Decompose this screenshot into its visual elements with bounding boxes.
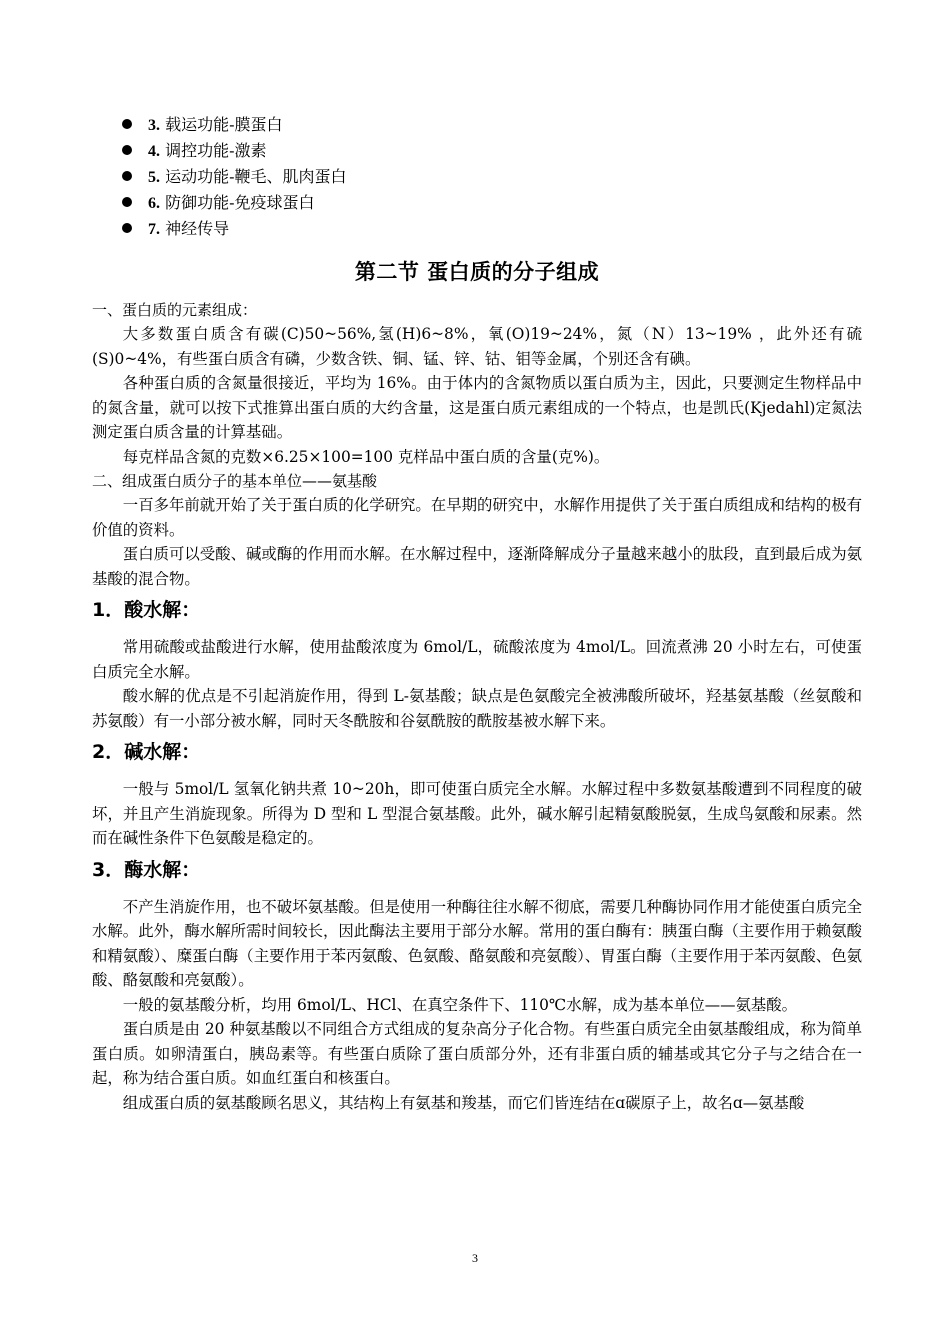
- heading-element-composition: 一、蛋白质的元素组成：: [92, 301, 258, 319]
- paragraph: 酸水解的优点是不引起消旋作用，得到 L-氨基酸；缺点是色氨酸完全被沸酸所破坏，羟基氨基酸（丝氨酸和苏氨酸）有一小部分被水解，同时天冬酰胺和谷氨酰胺的酰胺基被水解下来。: [92, 687, 862, 730]
- item-text: 载运功能-膜蛋白: [165, 115, 283, 134]
- list-item: [122, 164, 862, 190]
- paragraph: 组成蛋白质的氨基酸顾名思义，其结构上有氨基和羧基，而它们皆连结在ɑ碳原子上，故名ɑ—氨基酸: [122, 1093, 805, 1112]
- page-number: 3: [472, 1251, 478, 1265]
- item-text: 调控功能-激素: [165, 141, 267, 160]
- paragraph: 一百多年前就开始了关于蛋白质的化学研究。在早期的研究中，水解作用提供了关于蛋白质组成和结构的极有价值的资料。: [92, 496, 862, 539]
- paragraph: 一般与 5mol/L 氢氧化钠共煮 10~20h，即可使蛋白质完全水解。水解过程中多数氨基酸遭到不同程度的破坏，并且产生消旋现象。所得为 D 型和 L 型混合氨基酸。此外，碱水解引起精氨酸脱氨，生成鸟氨酸和尿素。然而在碱性条件下色氨酸是稳定的。: [92, 780, 862, 847]
- page-content: [92, 112, 862, 1115]
- item-text: 防御功能-免疫球蛋白: [165, 193, 315, 212]
- list-item: [122, 190, 862, 216]
- item-number: 3.: [148, 117, 160, 134]
- heading-enzyme-hydrolysis: 3．酶水解：: [92, 858, 201, 881]
- paragraph: 不产生消旋作用，也不破坏氨基酸。但是使用一种酶往往水解不彻底，需要几种酶协同作用才能使蛋白质完全水解。此外，酶水解所需时间较长，因此酶法主要用于部分水解。常用的蛋白酶有：胰蛋白酶（主要作用于赖氨酸和精氨酸）、糜蛋白酶（主要作用于苯丙氨酸、色氨酸、酪氨酸和亮氨酸）、胃蛋白酶（主要作用于苯丙氨酸、色氨酸、酪氨酸和亮氨酸）。: [92, 897, 862, 989]
- paragraph: 蛋白质是由 20 种氨基酸以不同组合方式组成的复杂高分子化合物。有些蛋白质完全由氨基酸组成，称为简单蛋白质。如卵清蛋白，胰岛素等。有些蛋白质除了蛋白质部分外，还有非蛋白质的辅基或其它分子与之结合在一起，称为结合蛋白质。如血红蛋白和核蛋白。: [92, 1020, 862, 1087]
- list-item: [122, 112, 862, 138]
- bullet-dot-icon: [122, 223, 132, 233]
- item-text: 运动功能-鞭毛、肌肉蛋白: [165, 167, 347, 186]
- formula-paragraph: 每克样品含氮的克数×6.25×100=100 克样品中蛋白质的含量(克%)。: [122, 447, 610, 466]
- list-item: [122, 138, 862, 164]
- paragraph: 各种蛋白质的含氮量很接近，平均为 16%。由于体内的含氮物质以蛋白质为主，因此，只要测定生物样品中的氮含量，就可以按下式推算出蛋白质的大约含量，这是蛋白质元素组成的一个特点，也是凯氏(Kjedahl)定氮法测定蛋白质含量的计算基础。: [92, 374, 862, 441]
- list-item: [122, 216, 862, 242]
- paragraph: 一般的氨基酸分析，均用 6mol/L、HCl、在真空条件下、110℃水解，成为基本单位——氨基酸。: [122, 995, 798, 1014]
- bullet-dot-icon: [122, 119, 132, 129]
- paragraph: 大多数蛋白质含有碳(C)50~56%,氢(H)6~8%，氧(O)19~24%，氮（N）13~19% ，此外还有硫(S)0~4%，有些蛋白质含有磷，少数含铁、铜、锰、锌、钴、钼等金属，个别还含有碘。: [92, 325, 862, 368]
- item-number: 5.: [148, 169, 160, 186]
- item-number: 7.: [148, 221, 160, 238]
- bullet-dot-icon: [122, 171, 132, 181]
- heading-base-hydrolysis: 2．碱水解：: [92, 741, 201, 763]
- item-number: 4.: [148, 143, 160, 160]
- function-list: [92, 112, 862, 242]
- section-title: 第二节 蛋白质的分子组成: [354, 260, 600, 284]
- bullet-dot-icon: [122, 197, 132, 207]
- item-number: 6.: [148, 195, 160, 212]
- heading-amino-acid: 二、组成蛋白质分子的基本单位——氨基酸: [92, 472, 378, 490]
- bullet-dot-icon: [122, 145, 132, 155]
- heading-acid-hydrolysis: 1．酸水解：: [92, 599, 201, 621]
- paragraph: 常用硫酸或盐酸进行水解，使用盐酸浓度为 6mol/L，硫酸浓度为 4mol/L。回流煮沸 20 小时左右，可使蛋白质完全水解。: [92, 638, 862, 681]
- paragraph: 蛋白质可以受酸、碱或酶的作用而水解。在水解过程中，逐渐降解成分子量越来越小的肽段，直到最后成为氨基酸的混合物。: [92, 545, 862, 588]
- item-text: 神经传导: [165, 219, 230, 238]
